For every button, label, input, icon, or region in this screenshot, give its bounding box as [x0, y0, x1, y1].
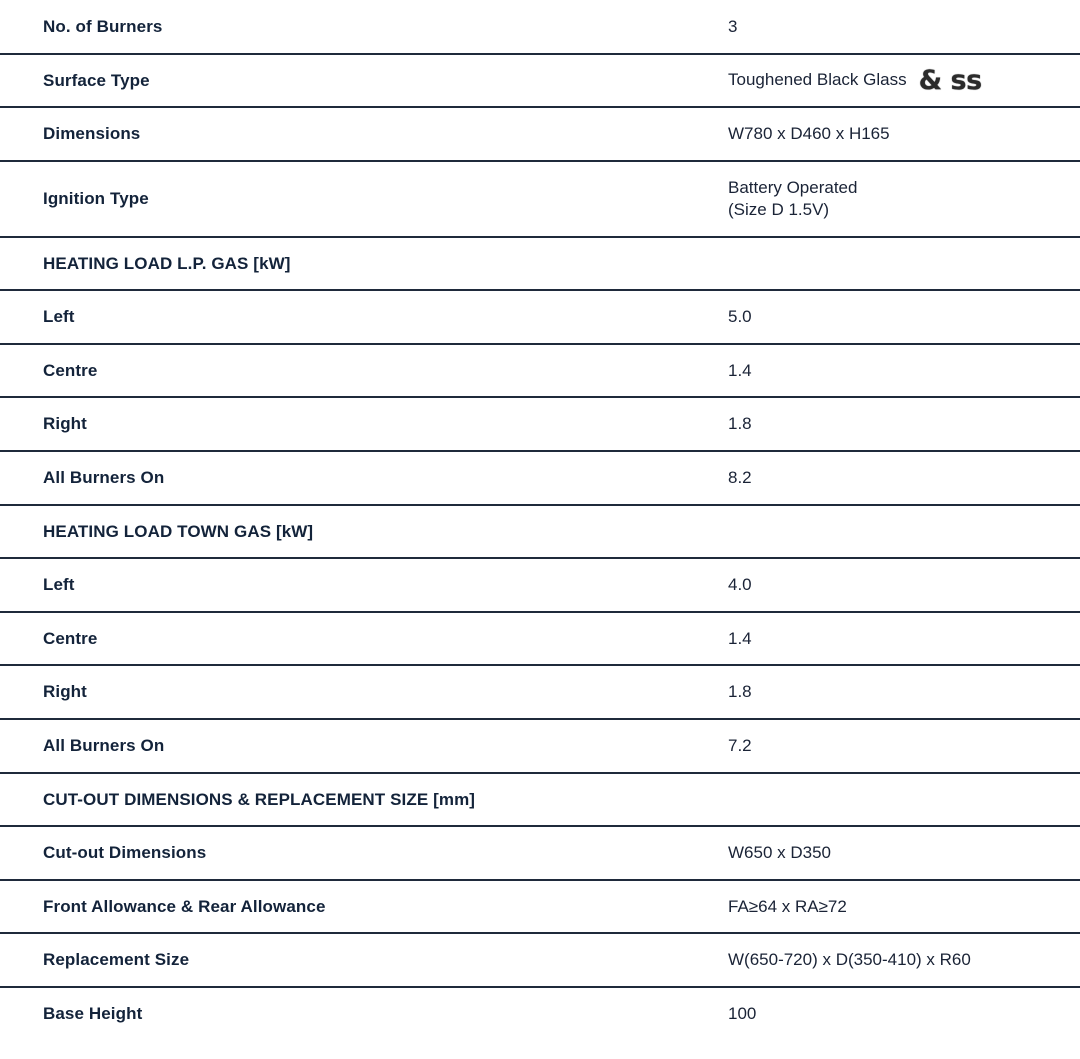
section-heading-cut-out [0, 774, 1080, 825]
row-value: 8.2 [728, 468, 752, 487]
row-label: Front Allowance & Rear Allowance [43, 896, 326, 916]
row-value: 1.8 [728, 414, 752, 433]
spec-row-town-left [0, 559, 1080, 611]
handwritten-annotation: & ss [918, 65, 982, 96]
row-value [728, 65, 982, 96]
spec-row-lp-all-burners [0, 452, 1080, 504]
row-value [728, 177, 857, 221]
row-label: Dimensions [43, 124, 141, 143]
row-value: W(650-720) x D(350-410) x R60 [728, 950, 971, 969]
spec-row-lp-centre [0, 345, 1080, 396]
row-label: Right [43, 414, 87, 433]
row-value: 4.0 [728, 575, 752, 594]
spec-row-replacement-size [0, 934, 1080, 986]
row-label: No. of Burners [43, 16, 163, 36]
row-label: Ignition Type [43, 189, 149, 208]
row-label: All Burners On [43, 736, 165, 755]
section-heading: HEATING LOAD TOWN GAS [kW] [43, 521, 314, 541]
spec-row-dimensions [0, 108, 1080, 160]
row-label: Cut-out Dimensions [43, 843, 207, 862]
row-value: 1.8 [728, 682, 752, 701]
section-heading: HEATING LOAD L.P. GAS [kW] [43, 253, 291, 273]
row-label: Surface Type [43, 70, 150, 90]
spec-row-base-height [0, 988, 1080, 1040]
ignition-value-line2: (Size D 1.5V) [728, 200, 830, 219]
row-label: Left [43, 307, 75, 326]
spec-row-lp-left [0, 291, 1080, 343]
row-label: Base Height [43, 1004, 143, 1023]
row-value: 1.4 [728, 628, 752, 648]
spec-row-allowance [0, 881, 1080, 932]
row-label: Left [43, 575, 75, 594]
row-value: 7.2 [728, 736, 752, 755]
row-label: Centre [43, 360, 98, 380]
section-heading-town-gas [0, 506, 1080, 557]
surface-type-text: Toughened Black Glass [728, 70, 907, 89]
row-label: Right [43, 682, 87, 701]
row-value: W650 x D350 [728, 843, 831, 862]
row-value: FA≥64 x RA≥72 [728, 896, 847, 916]
section-heading: CUT-OUT DIMENSIONS & REPLACEMENT SIZE [mm] [43, 789, 476, 809]
row-value: 5.0 [728, 307, 752, 326]
spec-row-town-all-burners [0, 720, 1080, 772]
row-value: 1.4 [728, 360, 752, 380]
spec-row-no-of-burners [0, 0, 1080, 53]
spec-row-lp-right [0, 398, 1080, 450]
spec-row-cut-out-dimensions [0, 827, 1080, 879]
row-value: 100 [728, 1004, 757, 1023]
row-label: Replacement Size [43, 950, 190, 969]
row-value: W780 x D460 x H165 [728, 124, 890, 143]
section-heading-lp-gas [0, 238, 1080, 289]
row-label: All Burners On [43, 468, 165, 487]
spec-row-surface-type [0, 55, 1080, 106]
row-label: Centre [43, 628, 98, 648]
row-value: 3 [728, 16, 738, 36]
spec-row-ignition-type [0, 162, 1080, 236]
ignition-value-line1: Battery Operated [728, 178, 858, 197]
spec-row-town-right [0, 666, 1080, 718]
spec-row-town-centre [0, 613, 1080, 664]
